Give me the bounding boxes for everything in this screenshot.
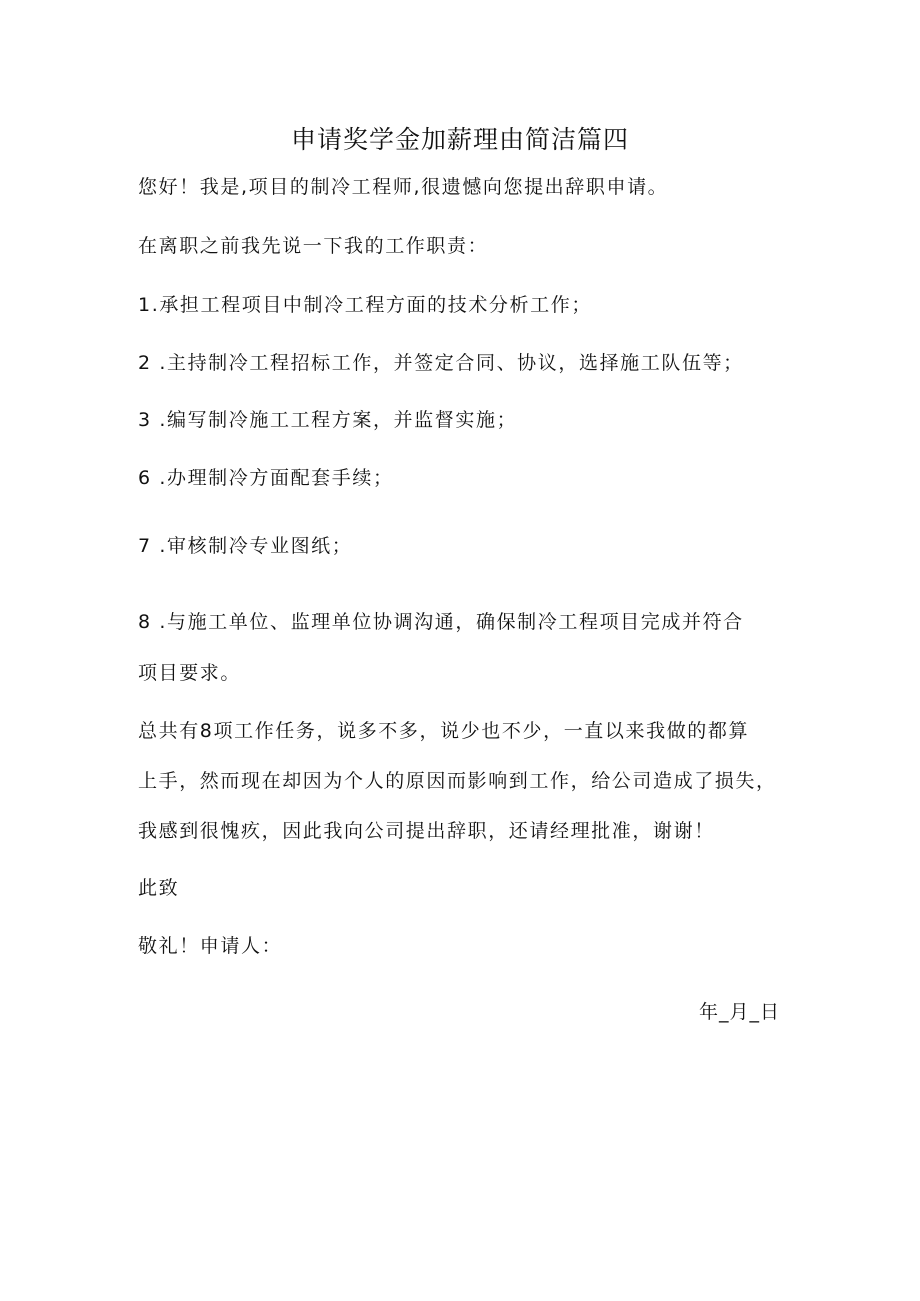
duty-item-1: 1.承担工程项目中制冷工程方面的技术分析工作； — [138, 294, 592, 316]
duty-item-7: 7 .审核制冷专业图纸； — [138, 535, 353, 557]
salute-line: 敬礼！申请人： — [138, 935, 283, 957]
summary-line-1: 总共有8项工作任务，说多不多，说少也不少，一直以来我做的都算 — [138, 720, 750, 742]
duty-item-6: 6 .办理制冷方面配套手续； — [138, 467, 394, 489]
date-line: 年_月_日 — [698, 1001, 780, 1023]
summary-line-2: 上手，然而现在却因为个人的原因而影响到工作，给公司造成了损失， — [138, 770, 777, 792]
closing-line: 此致 — [138, 877, 180, 899]
duty-item-3: 3 .编写制冷施工工程方案，并监督实施； — [138, 409, 518, 431]
duty-item-2: 2 .主持制冷工程招标工作，并签定合同、协议，选择施工队伍等； — [138, 352, 744, 374]
duty-item-8: 8 .与施工单位、监理单位协调沟通，确保制冷工程项目完成并符合 — [138, 611, 744, 633]
document-title: 申请奖学金加薪理由简洁篇四 — [290, 125, 629, 154]
greeting-line: 您好！我是,项目的制冷工程师,很遗憾向您提出辞职申请。 — [138, 176, 669, 198]
intro-line: 在离职之前我先说一下我的工作职责： — [138, 235, 489, 257]
summary-line-3: 我感到很愧疚，因此我向公司提出辞职，还请经理批准，谢谢！ — [138, 820, 715, 842]
duty-item-8-continued: 项目要求。 — [138, 662, 242, 684]
